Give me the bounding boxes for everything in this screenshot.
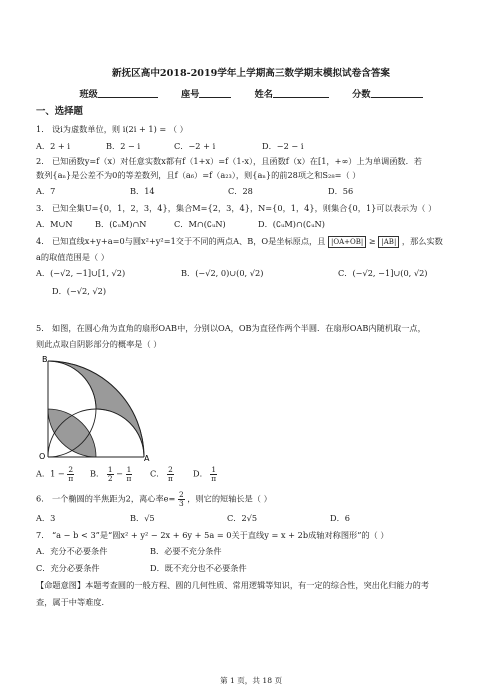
q5-b-fraction2: $\frac{1}{\pi}$	[126, 465, 132, 483]
q2-option-a: A．7	[36, 186, 56, 196]
q2-option-c: C．28	[228, 186, 253, 196]
q6-option-c: C．2√5	[227, 513, 258, 523]
q3-option-c: C．M∩(∁ᵤN)	[174, 219, 226, 229]
q5-c-prefix: C．	[150, 468, 165, 479]
q4-vector-sum-box: |OA+OB|	[328, 236, 366, 248]
q4-vector-ab-box: |AB|	[378, 236, 399, 248]
q5-option-d	[193, 466, 217, 483]
q5-option-a	[36, 466, 74, 483]
q4-line2: a的取值范围是（ ）	[36, 252, 109, 262]
q5-a-prefix: A．1 −	[36, 468, 65, 479]
q3-option-b: B．(∁ᵤM)∩N	[95, 219, 147, 229]
q4-option-c: C．(−√2, −1]∪(0, √2)	[338, 268, 428, 278]
q5-d-prefix: D．	[193, 468, 208, 479]
q5-b-minus: −	[116, 468, 124, 479]
page-footer: 第 1 页，共 18 页	[219, 676, 283, 685]
q3-option-d: D．(∁ᵤM)∩(∁ᵤN)	[258, 219, 325, 229]
name-blank	[273, 88, 329, 98]
q5-line1: 5． 如图，在圆心角为直角的扇形OAB中，分别以OA，OB为直径作两个半圆．在扇形OAB内随机取一点，	[36, 323, 426, 333]
class-blank	[98, 88, 158, 98]
q6-stem-text: 6． 一个椭圆的半焦距为2，离心率e=	[36, 493, 176, 504]
q5-line2: 则此点取自阴影部分的概率是（ ）	[36, 339, 162, 349]
label-o: O	[39, 452, 46, 461]
q7-option-b: B．必要不充分条件	[150, 546, 222, 556]
student-info-fields	[0, 88, 502, 101]
q5-d-fraction: $\frac{1}{\pi}$	[211, 465, 217, 483]
q4-option-d: D．(−√2, √2)	[52, 286, 107, 296]
q1-option-a: A．2 + i	[36, 141, 70, 151]
q4-option-a: A．(−√2, −1]∪[1, √2)	[36, 268, 126, 278]
class-label: 班级	[79, 89, 98, 100]
q5-c-fraction: $\frac{2}{\pi}$	[167, 465, 173, 483]
q5-option-c	[150, 466, 174, 483]
q4-line1-tail: ，那么实数	[401, 236, 443, 246]
score-blank	[371, 88, 423, 98]
q6-option-d: D．6	[330, 513, 350, 523]
q2-option-d: D．56	[328, 186, 354, 196]
page-title: 新抚区高中2018-2019学年上学期高三数学期末模拟试卷含答案	[111, 68, 391, 79]
proposition-note-line1: 【命题意图】本题考查圆的一般方程、圆的几何性质、常用逻辑等知识，有一定的综合性，突出化归能力的考	[36, 580, 430, 590]
q6-eccentricity-fraction: $\frac{2}{3}$	[178, 490, 184, 508]
seat-blank	[199, 88, 231, 98]
seat-label: 座号	[181, 89, 200, 100]
q6-stem	[36, 491, 272, 508]
name-label: 姓名	[254, 89, 273, 100]
q2-line1: 2． 已知函数y=f（x）对任意实数x都有f（1+x）=f（1-x），且函数f（x）在[1，+∞）上为单调函数．若	[36, 156, 422, 166]
q1-option-b: B．2 − i	[106, 141, 141, 151]
q4-line1	[36, 236, 443, 248]
q7-stem: 7． “a − b < 3”是“圆x² + y² − 2x + 6y + 5a = 0关于直线y = x + 2b成轴对称图形”的（ ）	[36, 530, 389, 540]
label-b: B	[42, 355, 48, 364]
q4-compare: ≥	[368, 236, 376, 246]
q2-line2: 数列{aₙ}是公差不为0的等差数列，且f（a₆）=f（a₂₃），则{aₙ}的前28项之和S₂₈=（ ）	[36, 170, 361, 180]
q5-option-b	[90, 466, 132, 483]
q6-option-a: A．3	[36, 513, 56, 523]
q5-b-fraction1: $\frac{1}{2}$	[107, 465, 113, 483]
sector-figure	[36, 353, 170, 463]
q7-option-a: A．充分不必要条件	[36, 546, 108, 556]
q4-line1-text: 4． 已知直线x+y+a=0与圆x²+y²=1交于不同的两点A、B，O是坐标原点，且	[36, 236, 326, 246]
q5-b-prefix: B．	[90, 468, 105, 479]
q3-stem: 3． 已知全集U={0，1，2，3，4}，集合M={2，3，4}，N={0，1，4}，则集合{0，1}可以表示为（ ）	[36, 203, 437, 213]
q2-option-b: B．14	[130, 186, 155, 196]
proposition-note-line2: 查，属于中等难度．	[36, 597, 110, 607]
score-label: 分数	[352, 89, 371, 100]
q6-option-b: B．√5	[130, 513, 155, 523]
q3-option-a: A．M∪N	[36, 219, 73, 229]
shaded-lens	[48, 409, 96, 457]
q1-option-c: C．−2 + i	[174, 141, 216, 151]
q7-option-d: D．既不充分也不必要条件	[150, 563, 247, 573]
q6-stem-tail: ，则它的短轴长是（ ）	[187, 493, 272, 504]
label-a: A	[144, 454, 150, 463]
q7-option-c: C．充分必要条件	[36, 563, 100, 573]
q5-a-fraction: $\frac{2}{\pi}$	[68, 465, 74, 483]
q1-stem: 1． 设i为虚数单位，则 i(2i + 1) = （ ）	[36, 124, 188, 134]
q1-option-d: D．−2 − i	[262, 141, 304, 151]
section-heading: 一、选择题	[36, 106, 83, 117]
q4-option-b: B．(−√2, 0)∪(0, √2)	[181, 268, 264, 278]
